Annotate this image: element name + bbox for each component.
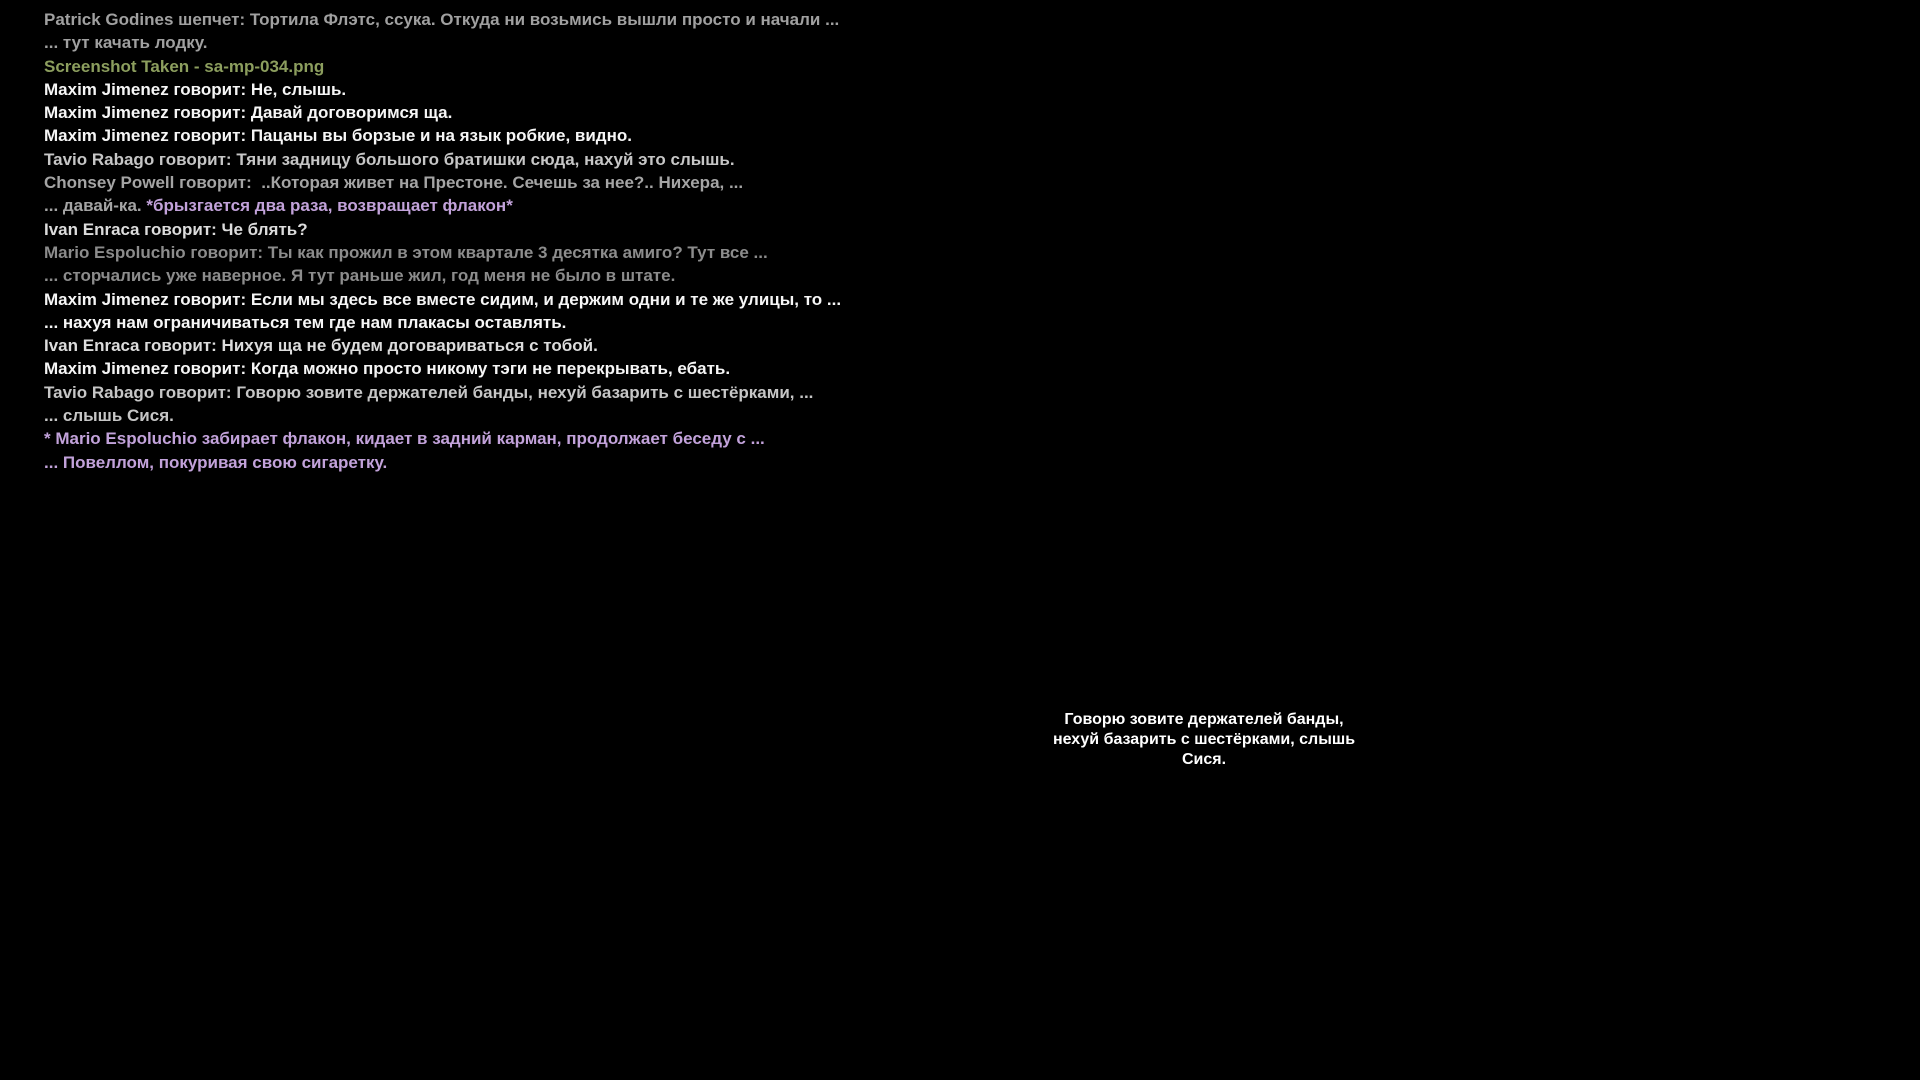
- chat-line: [44, 171, 1144, 194]
- chat-text-segment: ... Повеллом, покуривая свою сигаретку.: [44, 452, 388, 472]
- chat-text-segment: Maxim Jimenez говорит: Пацаны вы борзые и на язык робкие, видно.: [44, 126, 632, 146]
- chat-line: [44, 78, 1144, 101]
- chat-text-segment: * Mario Espoluchio забирает флакон, кидает в задний карман, продолжает беседу с ...: [44, 429, 765, 449]
- chat-log: [44, 8, 1144, 474]
- chat-text-segment: Screenshot Taken - sa-mp-034.png: [44, 56, 325, 76]
- chat-text-segment: *брызгается два раза, возвращает флакон*: [146, 196, 513, 216]
- npc-speech-bubble: [1029, 710, 1379, 770]
- speech-bubble-line: нехуй базарить с шестёрками, слышь: [1052, 731, 1356, 748]
- chat-text-segment: Tavio Rabago говорит: Говорю зовите держателей банды, нехуй базарить с шестёрками, ...: [44, 382, 814, 402]
- chat-line: [44, 311, 1144, 334]
- chat-line: [44, 31, 1144, 54]
- chat-text-segment: ... слышь Сися.: [44, 406, 174, 426]
- chat-line: [44, 427, 1144, 450]
- speech-bubble-line: Говорю зовите держателей банды,: [1064, 711, 1344, 728]
- chat-line: [44, 334, 1144, 357]
- chat-line: [44, 218, 1144, 241]
- chat-line: [44, 264, 1144, 287]
- chat-line: [44, 451, 1144, 474]
- chat-text-segment: Chonsey Powell говорит: ..Которая живет на Престоне. Сечешь за нее?.. Нихера, ...: [44, 173, 744, 193]
- chat-line: [44, 124, 1144, 147]
- chat-line: [44, 148, 1144, 171]
- chat-text-segment: Maxim Jimenez говорит: Когда можно просто никому тэги не перекрывать, ебать.: [44, 359, 731, 379]
- chat-line: [44, 241, 1144, 264]
- chat-line: [44, 55, 1144, 78]
- chat-line: [44, 101, 1144, 124]
- chat-text-segment: Ivan Enraca говорит: Нихуя ща не будем договариваться с тобой.: [44, 336, 598, 356]
- chat-line: [44, 8, 1144, 31]
- chat-line: [44, 381, 1144, 404]
- chat-text-segment: Maxim Jimenez говорит: Давай договоримся ща.: [44, 103, 453, 123]
- chat-text-segment: Ivan Enraca говорит: Че блять?: [44, 219, 308, 239]
- chat-text-segment: Mario Espoluchio говорит: Ты как прожил в этом квартале 3 десятка амиго? Тут все ...: [44, 242, 768, 262]
- chat-line: [44, 288, 1144, 311]
- chat-line: [44, 404, 1144, 427]
- chat-text-segment: ... давай-ка.: [44, 196, 147, 216]
- chat-text-segment: ... нахуя нам ограничиваться тем где нам плакасы оставлять.: [44, 312, 567, 332]
- chat-text-segment: Maxim Jimenez говорит: Если мы здесь все вместе сидим, и держим одни и те же улицы, то ...: [44, 289, 842, 309]
- chat-text-segment: Tavio Rabago говорит: Тяни задницу большого братишки сюда, нахуй это слышь.: [44, 149, 735, 169]
- chat-text-segment: Maxim Jimenez говорит: Не, слышь.: [44, 79, 347, 99]
- speech-bubble-line: Сися.: [1181, 751, 1227, 768]
- chat-text-segment: ... сторчались уже наверное. Я тут раньше жил, год меня не было в штате.: [44, 266, 676, 286]
- chat-line: [44, 357, 1144, 380]
- chat-line: [44, 194, 1144, 217]
- chat-text-segment: Patrick Godines шепчет: Тортила Флэтс, ссука. Откуда ни возьмись вышли просто и начали ...: [44, 10, 840, 29]
- chat-text-segment: ... тут качать лодку.: [44, 33, 208, 53]
